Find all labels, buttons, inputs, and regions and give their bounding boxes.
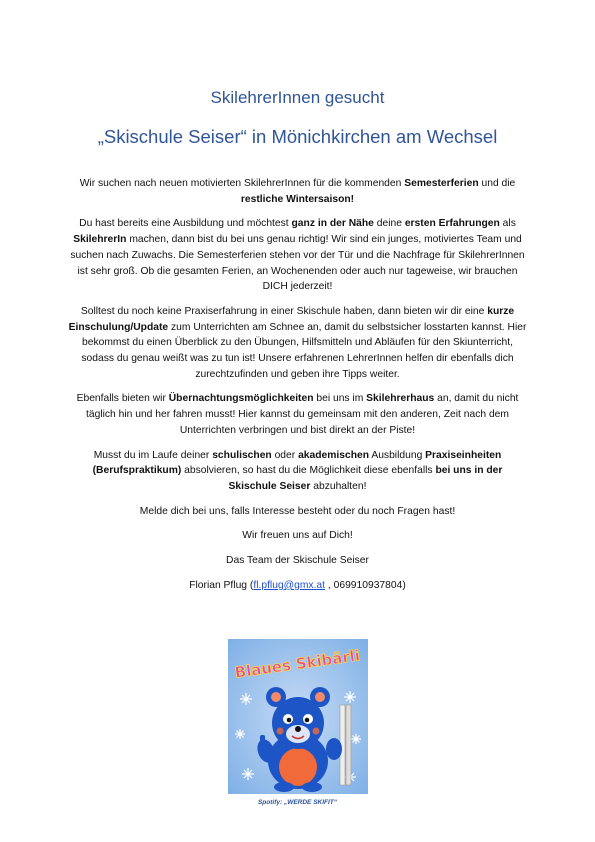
paragraph-internship [68, 448, 527, 495]
page-subtitle: „Skischule Seiser“ in Mönichkirchen am Wechsel [97, 126, 498, 147]
paragraph-accommodation [68, 391, 527, 438]
image-caption: Spotify: „WERDE SKIFIT“ [257, 799, 338, 806]
text-run: absolvieren, so hast du die Möglichkeit diese ebenfalls [181, 465, 436, 477]
logo-text: Blaues Skibärli [233, 646, 362, 682]
skibaerli-image [228, 639, 368, 794]
text-run: Musst du im Laufe deiner [93, 449, 213, 461]
text-run: Ebenfalls bieten wir [76, 393, 169, 405]
bear-illustration [228, 639, 368, 794]
paragraph-experience [68, 216, 527, 295]
email-link[interactable]: fl.pflug@gmx.at [253, 579, 326, 591]
bold-text: Semesterferien [404, 178, 479, 189]
text-run: deine [373, 218, 405, 230]
contact-name: Florian Pflug ( [189, 579, 254, 591]
text-run: Du hast bereits eine Ausbildung und möchtest [79, 218, 292, 230]
paragraph-training [68, 304, 527, 383]
text-run: an, damit du nicht täglich hin und her fahren musst! Hier kannst du gemeinsam mit den anderen, Zeit nach dem Unterrichten verbringen und bist direkt an der Piste! [86, 393, 519, 436]
bold-text: ersten Erfahrungen [404, 218, 500, 230]
text-run: als [499, 218, 516, 230]
page-title: SkilehrerInnen gesucht [210, 88, 385, 107]
bold-text: bei uns in der Skischule Seiser [228, 465, 503, 492]
text-run: machen, dann bist du bei uns genau richtig! Wir sind ein junges, motiviertes Team und suchen nach Zuwachs. Die Semesterferien stehen vor der Tür und die Nachfrage für SkilehrerInnen ist sehr groß. Ob die gesamten Ferien, an Wochenenden oder auch nur tageweise, wir brauchen DICH jederzeit! [70, 234, 525, 293]
text-run: Solltest du noch keine Praxiserfahrung in einer Skischule haben, dann bieten wir dir eine [80, 305, 488, 317]
bold-text: restliche Wintersaison! [240, 193, 355, 205]
bold-text: Skilehrerhaus [366, 393, 435, 405]
text-run: oder [271, 449, 299, 461]
body-text [68, 176, 527, 602]
bold-text: kurze Einschulung/Update [68, 305, 515, 333]
bold-text: akademischen [298, 449, 370, 461]
paragraph-team: Das Team der Skischule Seiser [226, 555, 369, 567]
paragraph-intro [68, 176, 527, 207]
paragraph-greeting: Wir freuen uns auf Dich! [242, 530, 353, 542]
paragraph-contact-invite: Melde dich bei uns, falls Interesse besteht oder du noch Fragen hast! [139, 505, 456, 517]
bold-text: Praxiseinheiten (Berufspraktikum) [92, 449, 502, 477]
bold-text: ganz in der Nähe [291, 218, 374, 230]
contact-line [68, 578, 527, 594]
text-run: Wir suchen nach neuen motivierten SkilehrerInnen für die kommenden [79, 178, 405, 189]
bold-text: schulischen [212, 449, 272, 461]
bold-text: SkilehrerIn [73, 234, 127, 246]
bold-text: Übernachtungsmöglichkeiten [168, 393, 314, 405]
text-run: zum Unterrichten am Schnee an, damit du selbstsicher losstarten kannst. Hier bekommst du einen Überblick zu den Übungen, Hilfsmitteln und Abläufen für den Skiunterricht, sodass du genau weißt was zu tun ist! Unsere erfahrenen LehrerInnen helfen dir ebenfalls dich zurechtzufinden und geben ihre Tipps weiter. [81, 321, 527, 380]
contact-phone: , 069910937804) [325, 579, 406, 591]
text-run: und die [478, 178, 516, 189]
text-run: abzuhalten! [310, 480, 367, 492]
text-run: bei uns im [313, 393, 367, 405]
text-run: Ausbildung [369, 449, 426, 461]
